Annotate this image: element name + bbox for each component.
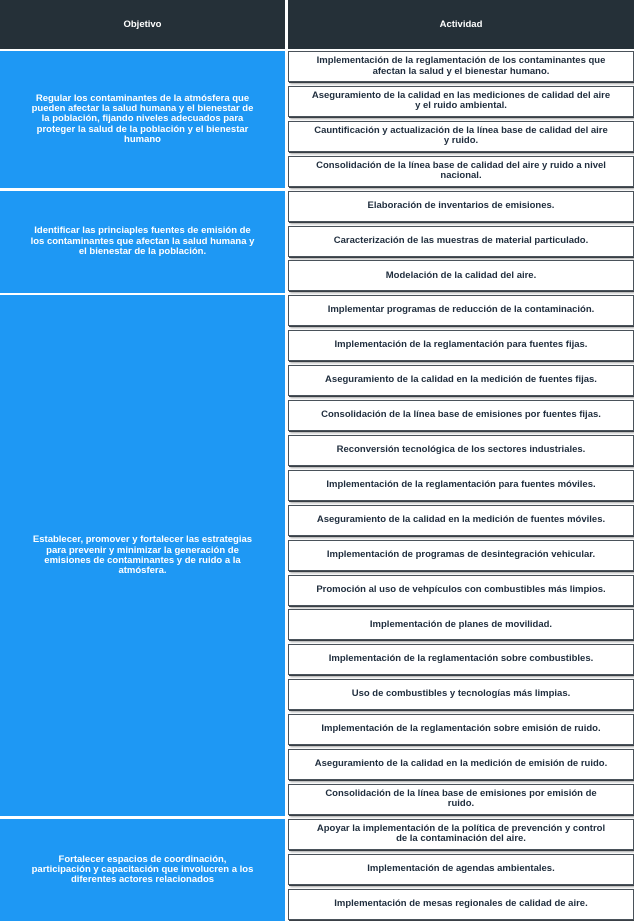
activity-cell: Implementación de agendas ambientales. <box>288 854 634 885</box>
activity-cell: Cauntificación y actualización de la línea base de calidad del aire y ruido. <box>288 121 634 152</box>
header-actividad: Actividad <box>288 0 634 49</box>
activity-cell: Implementación de programas de desintegración vehicular. <box>288 540 634 571</box>
objective-1: Regular los contaminantes de la atmósfera que pueden afectar la salud humana y el bienestar de la población, fijando niveles adecuados para proteger la salud de la población y el bienestar humano <box>0 51 285 188</box>
activity-cell: Aseguramiento de la calidad en la medición de emisión de ruido. <box>288 749 634 780</box>
header-objetivo: Objetivo <box>0 0 285 49</box>
activity-cell: Uso de combustibles y tecnologías más limpias. <box>288 679 634 710</box>
objective-4: Fortalecer espacios de coordinación, participación y capacitación que involucren a los diferentes actores relacionados <box>0 819 285 921</box>
objective-2: Identificar las princiaples fuentes de emisión de los contaminantes que afectan la salud humana y el bienestar de la población. <box>0 191 285 293</box>
activity-cell: Promoción al uso de vehpículos con combustibles más limpios. <box>288 575 634 606</box>
objective-3: Establecer, promover y fortalecer las estrategias para prevenir y minimizar la generación de emisiones de contaminantes y de ruido a la atmósfera. <box>0 295 285 816</box>
activity-cell: Consolidación de la línea base de calidad del aire y ruido a nivel nacional. <box>288 156 634 187</box>
activity-cell: Implementación de la reglamentación para fuentes fijas. <box>288 330 634 361</box>
activity-cell: Modelación de la calidad del aire. <box>288 260 634 291</box>
activity-cell: Implementación de la reglamentación de los contaminantes que afectan la salud y el bienestar humano. <box>288 51 634 82</box>
activity-cell: Reconversión tecnológica de los sectores industriales. <box>288 435 634 466</box>
activity-cell: Consolidación de la línea base de emisiones por emisión de ruido. <box>288 784 634 815</box>
activity-cell: Implementación de la reglamentación sobre combustibles. <box>288 644 634 675</box>
activity-cell: Implementación de planes de movilidad. <box>288 609 634 640</box>
activity-cell: Caracterización de las muestras de material particulado. <box>288 226 634 257</box>
activity-cell: Aseguramiento de la calidad en la medición de fuentes móviles. <box>288 505 634 536</box>
activity-cell: Consolidación de la línea base de emisiones por fuentes fijas. <box>288 400 634 431</box>
activity-cell: Elaboración de inventarios de emisiones. <box>288 191 634 222</box>
activity-cell: Aseguramiento de la calidad en las mediciones de calidad del aire y el ruido ambiental. <box>288 86 634 117</box>
activity-cell: Implementación de la reglamentación sobre emisión de ruido. <box>288 714 634 745</box>
activity-cell: Implementar programas de reducción de la contaminación. <box>288 295 634 326</box>
activity-cell: Apoyar la implementación de la política de prevención y control de la contaminación del aire. <box>288 819 634 850</box>
activity-cell: Aseguramiento de la calidad en la medición de fuentes fijas. <box>288 365 634 396</box>
activity-cell: Implementación de mesas regionales de calidad de aire. <box>288 889 634 920</box>
activity-cell: Implementación de la reglamentación para fuentes móviles. <box>288 470 634 501</box>
